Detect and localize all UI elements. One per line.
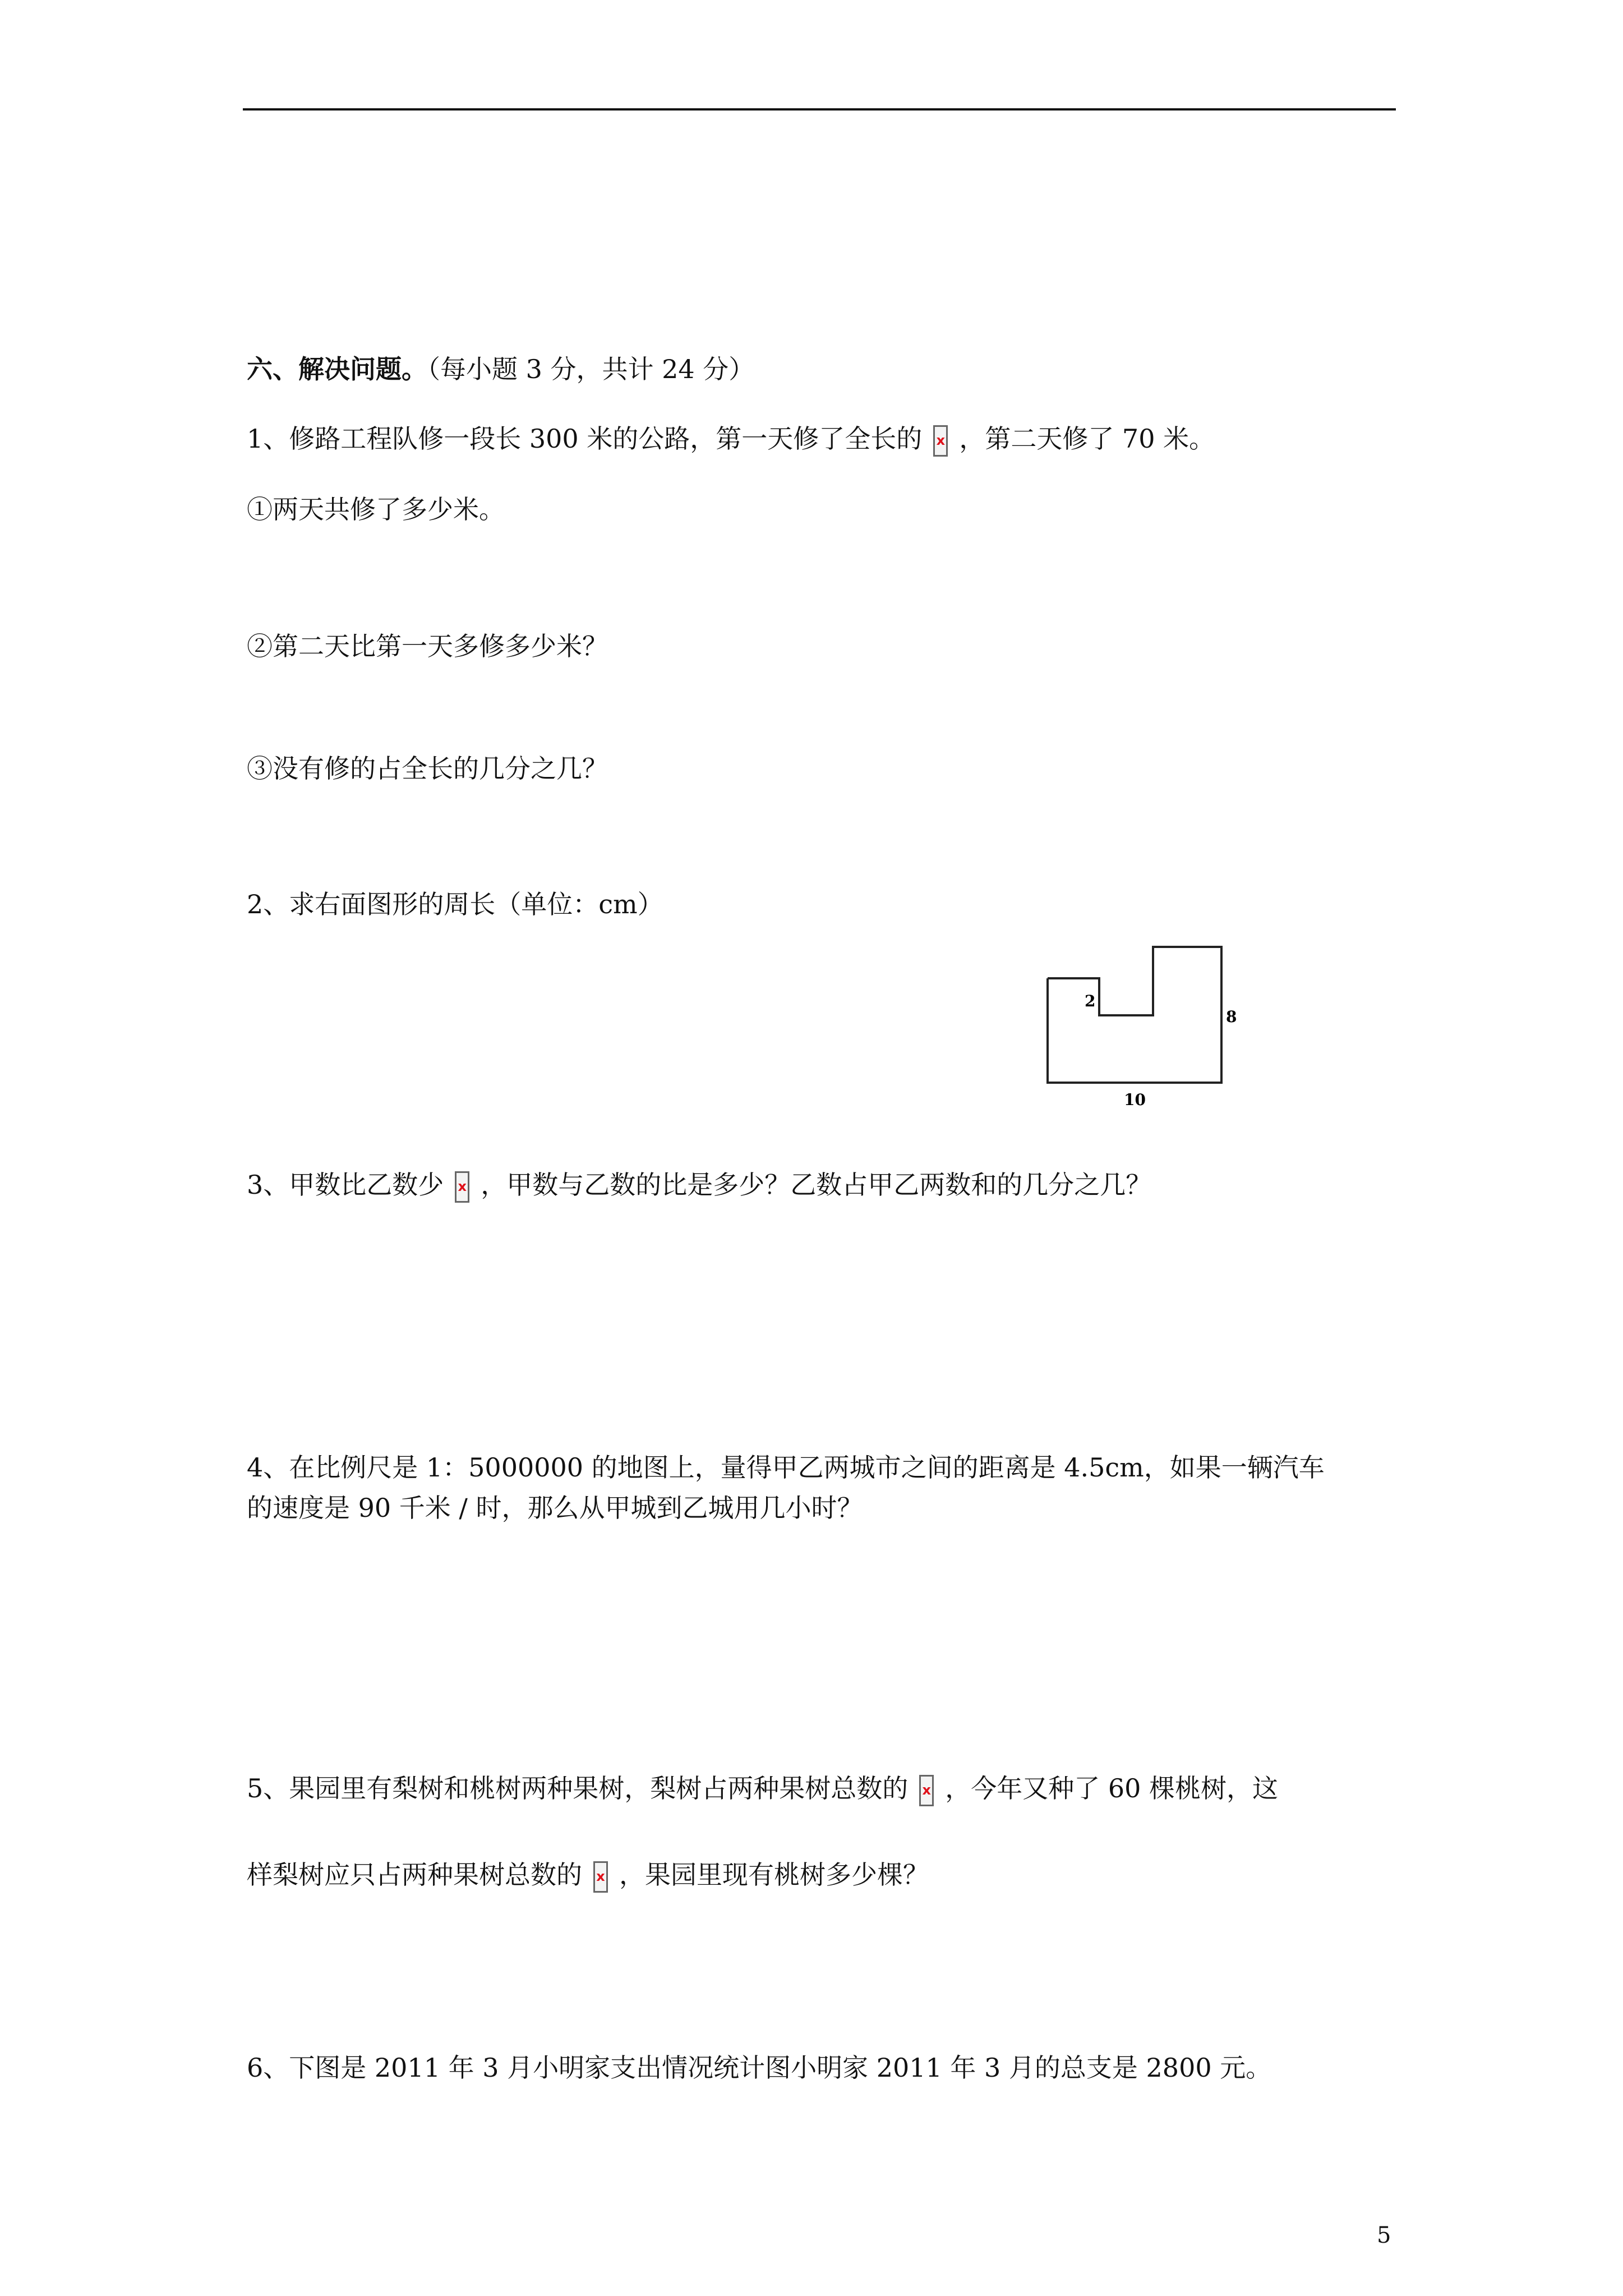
broken-image-glyph: x: [596, 1869, 605, 1884]
q3-text-after: ，甲数与乙数的比是多少？乙数占甲乙两数和的几分之几？: [481, 1170, 1152, 1200]
q1-sub2: ②第二天比第一天多修多少米？: [247, 631, 608, 661]
broken-image-icon: [933, 425, 948, 457]
q5-line1-before: 5、果园里有梨树和桃树两种果树，梨树占两种果树总数的: [247, 1773, 909, 1803]
section-heading: [247, 352, 754, 386]
broken-image-icon: [593, 1861, 608, 1893]
question-6: 6、下图是 2011 年 3 月小明家支出情况统计图小明家 2011 年 3 月的总支是 2800 元。: [247, 2053, 1272, 2083]
question-5-line-1: [247, 1772, 1278, 1806]
question-2: 2、求右面图形的周长（单位：cm）: [247, 889, 663, 919]
broken-image-glyph: x: [936, 432, 946, 448]
q5-line2-before: 样梨树应只占两种果树总数的: [247, 1860, 582, 1890]
q1-sub3: ③没有修的占全长的几分之几？: [247, 753, 608, 784]
q5-line2-after: ，果园里现有桃树多少棵？: [619, 1860, 929, 1890]
figure-outline: [1048, 947, 1221, 1083]
question-3: [247, 1168, 1151, 1203]
question-4-line-1: 4、在比例尺是 1：5000000 的地图上，量得甲乙两城市之间的距离是 4.5cm，如果一辆汽车: [247, 1452, 1325, 1483]
q1-text-before: 1、修路工程队修一段长 300 米的公路，第一天修了全长的: [247, 424, 923, 454]
broken-image-glyph: x: [458, 1179, 467, 1194]
page-number: 5: [1377, 2223, 1391, 2248]
broken-image-icon: [455, 1171, 469, 1203]
figure-label-notch: 2: [1085, 992, 1096, 1010]
broken-image-glyph: x: [922, 1782, 932, 1798]
header-rule: [243, 108, 1396, 111]
perimeter-figure-svg: [1038, 942, 1284, 1133]
question-5-line-2: [247, 1858, 929, 1893]
q1-sub1: ①两天共修了多少米。: [247, 494, 505, 524]
question-1: [247, 422, 1215, 457]
q1-text-after: ，第二天修了 70 米。: [959, 424, 1215, 454]
figure-label-height: 8: [1226, 1007, 1237, 1026]
perimeter-figure: [1038, 942, 1284, 1133]
question-4-line-2: 的速度是 90 千米 / 时，那么从甲城到乙城用几小时？: [247, 1493, 863, 1523]
q5-line1-after: ，今年又种了 60 棵桃树，这: [945, 1773, 1279, 1803]
figure-label-width: 10: [1124, 1091, 1146, 1109]
q3-text-before: 3、甲数比乙数少: [247, 1170, 444, 1200]
broken-image-icon: [919, 1775, 934, 1806]
section-note: （每小题 3 分，共计 24 分）: [427, 354, 755, 384]
section-title: 六、解决问题。: [247, 354, 427, 384]
